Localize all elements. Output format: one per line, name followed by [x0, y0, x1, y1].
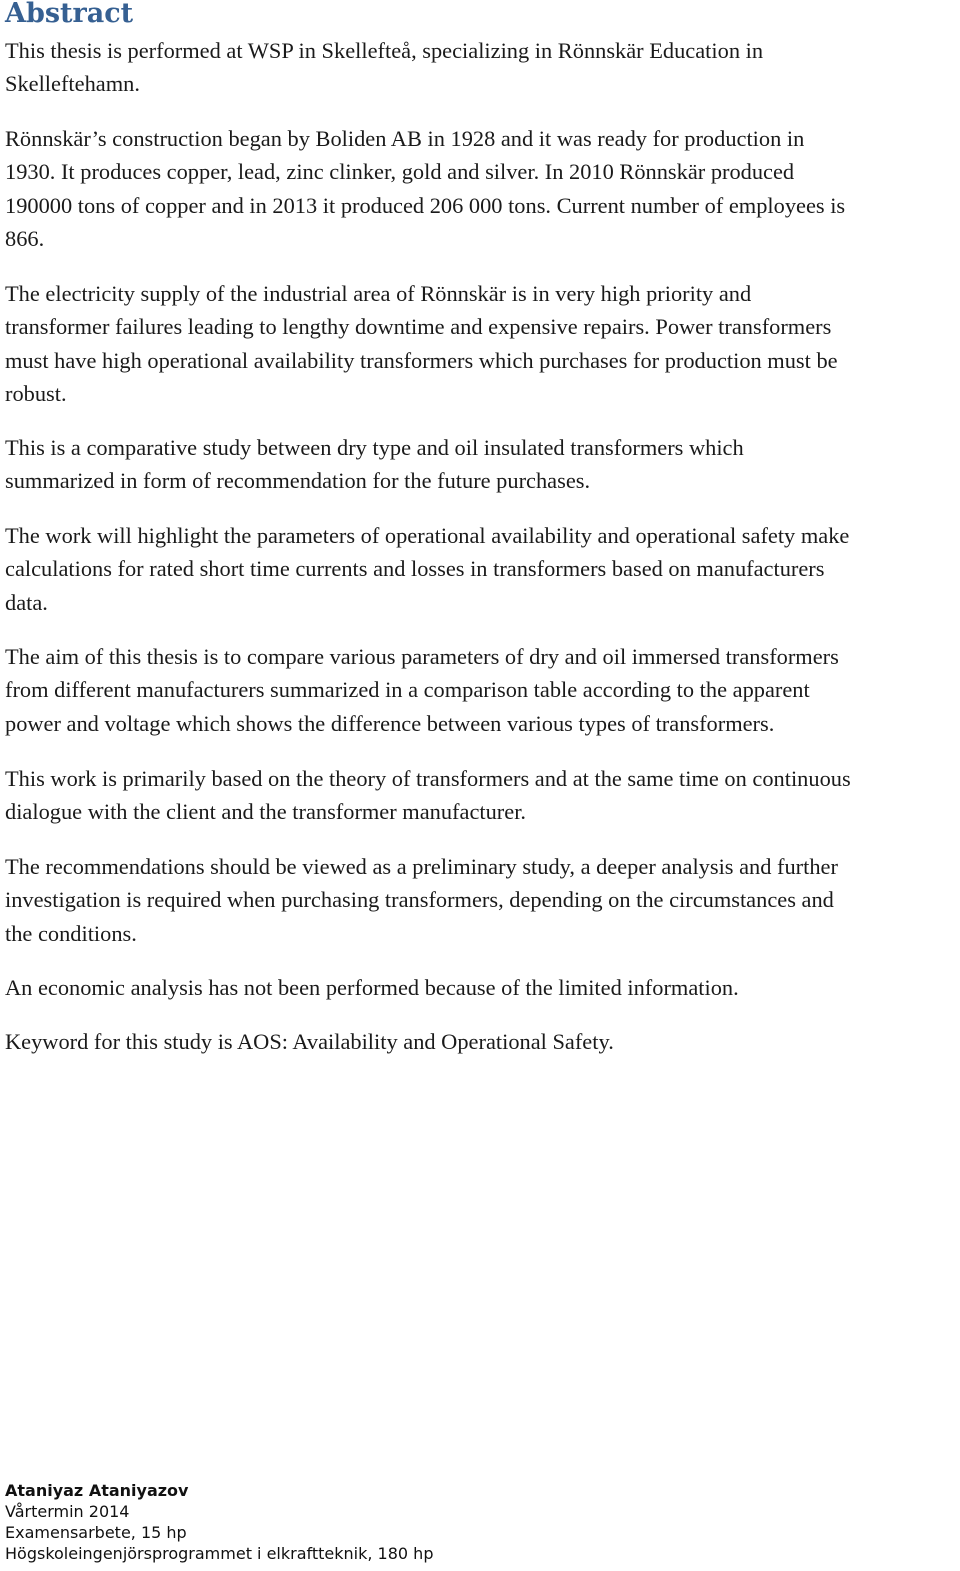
- text-line: 190000 tons of copper and in 2013 it produced 206 000 tons. Current number of employees is: [5, 192, 846, 218]
- text-line: The electricity supply of the industrial area of Rönnskär is in very high priority and: [5, 281, 752, 306]
- text-line: The work will highlight the parameters of operational availability and operational safety make: [5, 523, 850, 548]
- text-line: 866.: [5, 226, 45, 252]
- text-line: Keyword for this study is AOS: Availability and Operational Safety.: [5, 1029, 614, 1054]
- paragraph-keyword: [5, 1025, 960, 1058]
- text-line: data.: [5, 589, 48, 615]
- text-line: transformer failures leading to lengthy downtime and expensive repairs. Power transformers: [5, 314, 832, 340]
- text-line: The recommendations should be viewed as a preliminary study, a deeper analysis and further: [5, 854, 838, 879]
- paragraph-thesis-aim: [5, 640, 960, 740]
- term-label: Vårtermin 2014: [5, 1502, 130, 1521]
- paragraph-comparative-study: [5, 431, 960, 498]
- paragraph-ronnskar-history: [5, 122, 960, 256]
- abstract-heading: Abstract: [5, 0, 134, 29]
- text-line: must have high operational availability transformers which purchases for production must be: [5, 347, 838, 373]
- text-line: This is a comparative study between dry type and oil insulated transformers which: [5, 435, 744, 460]
- author-name: Ataniyaz Ataniyazov: [5, 1481, 189, 1500]
- program-label: Högskoleingenjörsprogrammet i elkraftteknik, 180 hp: [5, 1544, 434, 1563]
- text-line: Rönnskär’s construction began by Boliden AB in 1928 and it was ready for production in: [5, 126, 805, 151]
- paragraph-theory-basis: [5, 762, 960, 829]
- text-line: robust.: [5, 381, 67, 407]
- text-line: This work is primarily based on the theory of transformers and at the same time on continuous: [5, 766, 851, 791]
- text-line: the conditions.: [5, 920, 137, 946]
- text-line: 1930. It produces copper, lead, zinc clinker, gold and silver. In 2010 Rönnskär produced: [5, 159, 795, 185]
- paragraph-economic-analysis: [5, 971, 960, 1004]
- text-line: power and voltage which shows the difference between various types of transformers.: [5, 710, 775, 736]
- document-footer: [5, 1480, 433, 1564]
- text-line: calculations for rated short time currents and losses in transformers based on manufacturers: [5, 556, 825, 582]
- text-line: Skelleftehamn.: [5, 71, 140, 97]
- paragraph-work-highlight: [5, 519, 960, 619]
- text-line: investigation is required when purchasing transformers, depending on the circumstances and: [5, 887, 834, 913]
- paragraph-recommendations: [5, 850, 960, 950]
- paragraph-electricity-supply: [5, 277, 960, 411]
- paragraph-intro: [5, 34, 960, 101]
- text-line: from different manufacturers summarized in a comparison table according to the apparent: [5, 677, 810, 703]
- text-line: This thesis is performed at WSP in Skellefteå, specializing in Rönnskär Education in: [5, 38, 764, 63]
- text-line: summarized in form of recommendation for the future purchases.: [5, 468, 591, 494]
- text-line: dialogue with the client and the transformer manufacturer.: [5, 799, 527, 825]
- text-line: The aim of this thesis is to compare various parameters of dry and oil immersed transformers: [5, 644, 839, 669]
- text-line: An economic analysis has not been performed because of the limited information.: [5, 975, 739, 1000]
- credits-label: Examensarbete, 15 hp: [5, 1523, 187, 1542]
